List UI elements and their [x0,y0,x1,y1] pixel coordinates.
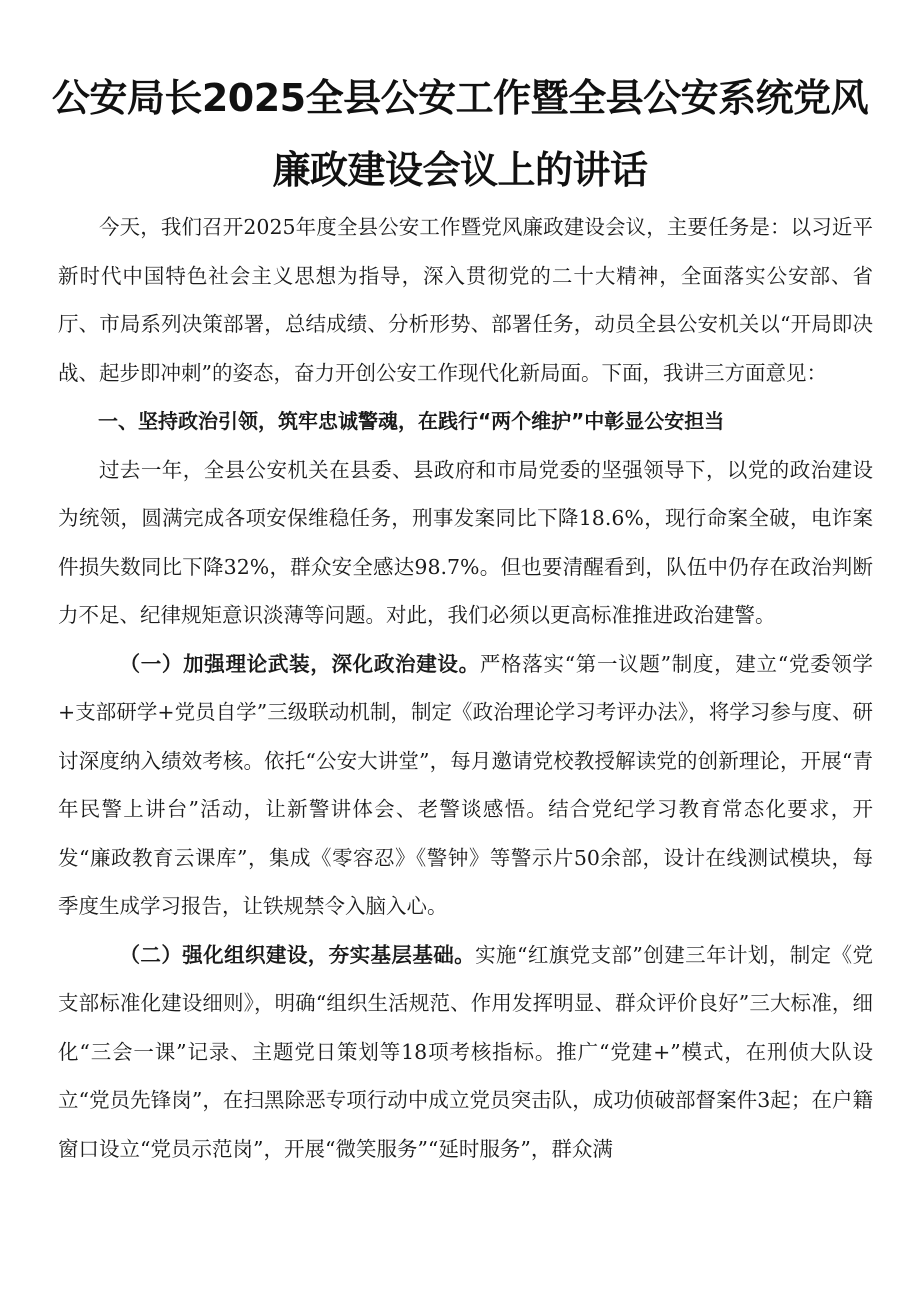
intro-paragraph: 今天，我们召开2025年度全县公安工作暨党风廉政建设会议，主要任务是：以习近平新时代中国特色社会主义思想为指导，深入贯彻党的二十大精神，全面落实公安部、省厅、市局系列决策部署，总结成绩、分析形势、部署任务，动员全县公安机关以“开局即决战、起步即冲刺”的姿态，奋力开创公安工作现代化新局面。下面，我讲三方面意见： [58,215,873,385]
document-title: 公安局长2025全县公安工作暨全县公安系统党风廉政建设会议上的讲话 [51,76,869,192]
subsection-text-2: 实施“红旗党支部”创建三年计划，制定《党支部标准化建设细则》，明确“组织生活规范、作用发挥明显、群众评价良好”三大标准，细化“三会一课”记录、主题党日策划等18项考核指标。推广“党建+”模式，在刑侦大队设立“党员先锋岗”，在扫黑除恶专项行动中成立党员突击队，成功侦破部督案件3起；在户籍窗口设立“党员示范岗”，开展“微笑服务”“延时服务”，群众满 [58,942,874,1161]
subsection-lead-1: （一）加强理论武装，深化政治建设。 [119,651,480,676]
subsection-text-1: 严格落实“第一议题”制度，建立“党委领学+支部研学+党员自学”三级联动机制，制定《政治理论学习考评办法》，将学习参与度、研讨深度纳入绩效考核。依托“公安大讲堂”，每月邀请党校教授解读党的创新理论，开展“青年民警上讲台”活动，让新警讲体会、老警谈感悟。结合党纪学习教育常态化要求，开发“廉政教育云课库”，集成《零容忍》《警钟》等警示片50余部，设计在线测试模块，每季度生成学习报告，让铁规禁令入脑入心。 [58,651,873,918]
subsection-paragraph-1 [58,640,873,931]
section-heading: 一、坚持政治引领，筑牢忠诚警魂，在践行“两个维护”中彰显公安担当 [98,409,725,433]
subsection-lead-2: （二）强化组织建设，夯实基层基础。 [119,942,476,967]
subsection-paragraph-2 [58,931,873,1174]
section-paragraph: 过去一年，全县公安机关在县委、县政府和市局党委的坚强领导下，以党的政治建设为统领，圆满完成各项安保维稳任务，刑事发案同比下降18.6%，现行命案全破，电诈案件损失数同比下降32%，群众安全感达98.7%。但也要清醒看到，队伍中仍存在政治判断力不足、纪律规矩意识淡薄等问题。对此，我们必须以更高标准推进政治建警。 [58,457,873,627]
document-body [58,203,873,1173]
